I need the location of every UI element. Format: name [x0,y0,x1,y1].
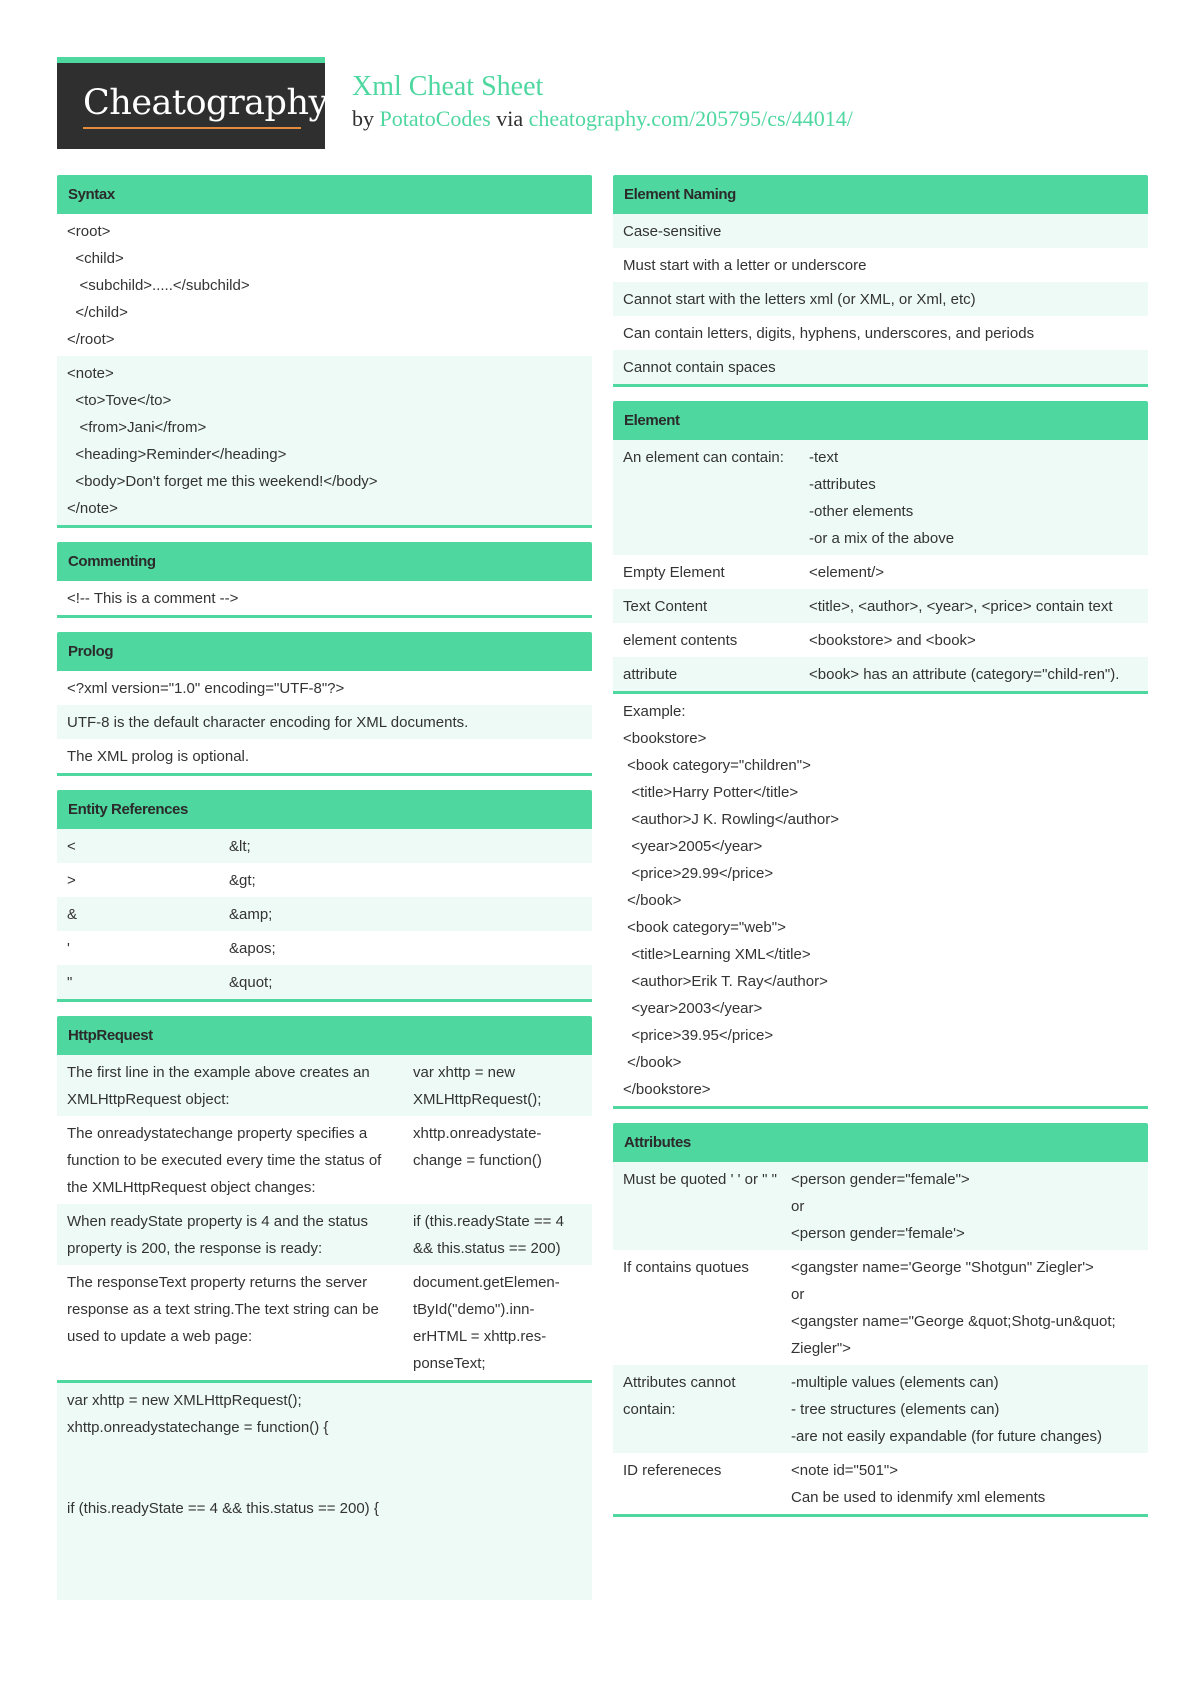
cheatography-logo[interactable] [57,57,328,149]
row-text: Must start with a letter or underscore [623,257,867,274]
row-code: xhttp.onreadystate-change = function() [413,1125,542,1169]
table-row [613,1162,1148,1250]
commenting-row [57,581,592,615]
logo-text: Cheatography [83,83,328,123]
row-text: <!-- This is a comment --> [67,590,239,607]
table-row [613,1365,1148,1453]
entity-char: ' [67,940,70,957]
table-row [613,440,1148,555]
entity-char: > [67,872,76,889]
section-prolog [57,632,592,776]
row-label: If contains quotues [623,1259,749,1276]
section-title: Entity References [57,790,592,829]
via-label: via [496,106,524,131]
row-label: Attributes cannot contain: [623,1374,736,1418]
section-title: Element [613,401,1148,440]
row-label: Must be quoted ' ' or " " [623,1171,777,1188]
row-text: UTF-8 is the default character encoding for XML documents. [67,714,469,731]
table-row [57,829,592,863]
code-text: <note> <to>Tove</to> <from>Jani</from> <heading>Reminder</heading> <body>Don't forget me this weekend!</body> </note> [67,365,378,517]
list-item [613,350,1148,384]
code-text: Example: <bookstore> <book category="children"> <title>Harry Potter</title> <author>J K. Rowling</author> <year>2005</year> <price>29.99</price> </book> <book category="web"> <title>Learning XML</title> <author>Erik T. Ray</author> <year>2003</year> <price>39.95</price> </book> </bookstore> [623,703,839,1098]
table-row [613,589,1148,623]
row-text: The XML prolog is optional. [67,748,250,765]
row-text: Can contain letters, digits, hyphens, underscores, and periods [623,325,1035,342]
syntax-code-block [57,214,592,356]
row-value: <note id="501"> Can be used to idenmify xml elements [791,1462,1046,1506]
byline [352,106,853,132]
section-title: Syntax [57,175,592,214]
entity-ref: &quot; [229,974,273,991]
list-item [57,739,592,773]
left-column [57,175,592,1600]
section-commenting [57,542,592,618]
row-value: <title>, <author>, <year>, <price> contain text [809,598,1113,615]
row-text: Cannot contain spaces [623,359,776,376]
table-row [613,1453,1148,1514]
section-entity-references [57,790,592,1002]
entity-ref: &gt; [229,872,256,889]
entity-ref: &apos; [229,940,276,957]
table-row [57,1055,592,1116]
list-item [613,214,1148,248]
table-row [613,623,1148,657]
sheet-url-link[interactable]: cheatography.com/205795/cs/44014/ [528,106,853,131]
table-row [57,1265,592,1380]
row-value: <gangster name='George "Shotgun" Ziegler'> or <gangster name="George &quot;Shotg-un&quot; Ziegler"> [791,1259,1116,1357]
list-item [613,316,1148,350]
section-title: Element Naming [613,175,1148,214]
row-text: Case-sensitive [623,223,722,240]
row-description: When readyState property is 4 and the status property is 200, the response is ready: [67,1213,369,1257]
element-example-block [613,691,1148,1106]
section-attributes [613,1123,1148,1517]
list-item [613,282,1148,316]
list-item [57,705,592,739]
section-syntax [57,175,592,528]
code-text: <root> <child> <subchild>.....</subchild> </child> </root> [67,223,250,348]
right-column [613,175,1148,1531]
row-label: An element can contain: [623,449,784,466]
table-row [57,1204,592,1265]
logo-underline [83,127,301,129]
section-title: Prolog [57,632,592,671]
table-row [57,965,592,999]
row-value: -text -attributes -other elements -or a mix of the above [809,449,955,547]
table-row [57,897,592,931]
syntax-code-block [57,356,592,525]
row-value: <element/> [809,564,885,581]
row-description: The first line in the example above creates an XMLHttpRequest object: [67,1064,370,1108]
section-element-naming [613,175,1148,387]
row-label: Text Content [623,598,708,615]
table-row [57,931,592,965]
row-code: if (this.readyState == 4 && this.status == 200) [413,1213,564,1257]
section-httprequest [57,1016,592,1600]
row-label: element contents [623,632,738,649]
row-value: -multiple values (elements can) - tree structures (elements can) -are not easily expandable (for future changes) [791,1374,1103,1445]
row-value: <person gender="female"> or <person gender='female'> [791,1171,970,1242]
table-row [57,863,592,897]
row-code: document.getElemen-tById("demo").inn-erHTML = xhttp.res-ponseText; [413,1274,560,1372]
section-title: Commenting [57,542,592,581]
row-value: <bookstore> and <book> [809,632,976,649]
author-link[interactable]: PotatoCodes [379,106,491,131]
code-text: var xhttp = new XMLHttpRequest(); xhttp.onreadystatechange = function() { if (this.readyState == 4 && this.status == 200) { [67,1392,379,1517]
table-row [57,1116,592,1204]
row-label: attribute [623,666,678,683]
row-description: The onreadystatechange property specifies a function to be executed every time the status of the XMLHttpRequest object changes: [67,1125,382,1196]
row-code: var xhttp = new XMLHttpRequest(); [413,1064,542,1108]
sheet-header [57,57,1147,150]
row-value: <book> has an attribute (category="child-ren"). [809,666,1120,683]
entity-ref: &lt; [229,838,251,855]
table-row [613,657,1148,691]
row-label: Empty Element [623,564,725,581]
entity-char: < [67,838,76,855]
list-item [613,248,1148,282]
entity-ref: &amp; [229,906,273,923]
section-title: HttpRequest [57,1016,592,1055]
entity-char: " [67,974,73,991]
sheet-title: Xml Cheat Sheet [352,71,544,102]
httprequest-code-block [57,1380,592,1600]
row-label: ID refereneces [623,1462,722,1479]
table-row [613,1250,1148,1365]
entity-char: & [67,906,78,923]
row-text: Cannot start with the letters xml (or XML, or Xml, etc) [623,291,976,308]
by-label: by [352,106,374,131]
section-title: Attributes [613,1123,1148,1162]
row-text: <?xml version="1.0" encoding="UTF-8"?> [67,680,345,697]
section-element [613,401,1148,1109]
table-row [613,555,1148,589]
row-description: The responseText property returns the server response as a text string.The text string can be used to update a web page: [67,1274,379,1345]
list-item [57,671,592,705]
